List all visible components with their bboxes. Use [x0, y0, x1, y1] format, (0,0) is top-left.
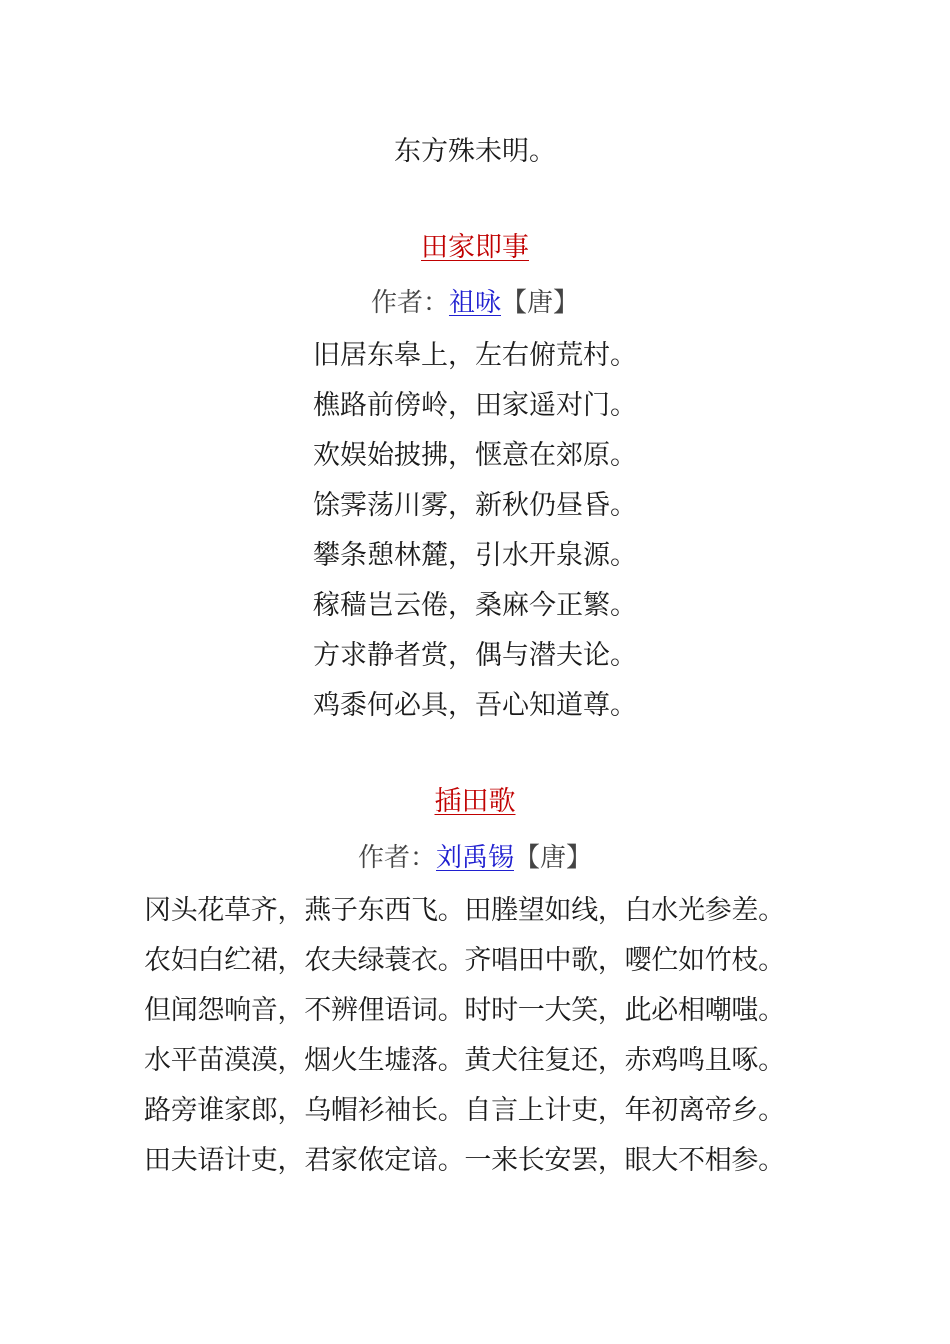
poem1-title-link[interactable]: 田家即事 [421, 232, 529, 263]
poem1-title-row [0, 230, 950, 266]
poem2-line: 田夫语计吏，君家侬定谙。一来长安罢，眼大不相参。 [144, 1145, 785, 1176]
poem2-title-link[interactable]: 插田歌 [434, 786, 516, 817]
poem1-line: 攀条憩林麓，引水开泉源。 [313, 540, 637, 571]
poem1-line: 鸡黍何必具，吾心知道尊。 [313, 690, 637, 721]
poem1-line: 馀霁荡川雾，新秋仍昼昏。 [313, 490, 637, 521]
poem1-author-prefix: 作者： [370, 288, 449, 318]
poem2-author-prefix: 作者： [357, 843, 436, 873]
poem2-line: 冈头花草齐，燕子东西飞。田塍望如线，白水光参差。 [144, 895, 785, 926]
poem2-title-row [0, 784, 950, 820]
poem2-author-link[interactable]: 刘禹锡 [435, 843, 514, 873]
poem1-author-row [0, 285, 950, 321]
poem2-line: 但闻怨响音，不辨俚语词。时时一大笑，此必相嘲嗤。 [144, 995, 785, 1026]
poem1-dynasty: 【唐】 [501, 288, 580, 318]
poem2-line: 农妇白纻裙，农夫绿蓑衣。齐唱田中歌，嘤伫如竹枝。 [144, 945, 785, 976]
poem2-line: 路旁谁家郎，乌帽衫袖长。自言上计吏，年初离帝乡。 [144, 1095, 785, 1126]
poem1-line: 稼穑岂云倦，桑麻今正繁。 [313, 590, 637, 621]
poem1-author-link[interactable]: 祖咏 [448, 288, 501, 318]
poem2-dynasty: 【唐】 [514, 843, 593, 873]
poem1-line: 欢娱始披拂，惬意在郊原。 [313, 440, 637, 471]
poem1-line: 旧居东皋上，左右俯荒村。 [313, 340, 637, 371]
poem1-line: 方求静者赏，偶与潜夫论。 [313, 640, 637, 671]
poem2-author-row [0, 840, 950, 876]
prev-poem-last-line: 东方殊未明。 [394, 136, 556, 167]
poem1-line: 樵路前傍岭，田家遥对门。 [313, 390, 637, 421]
poem2-line: 水平苗漠漠，烟火生墟落。黄犬往复还，赤鸡鸣且啄。 [144, 1045, 785, 1076]
